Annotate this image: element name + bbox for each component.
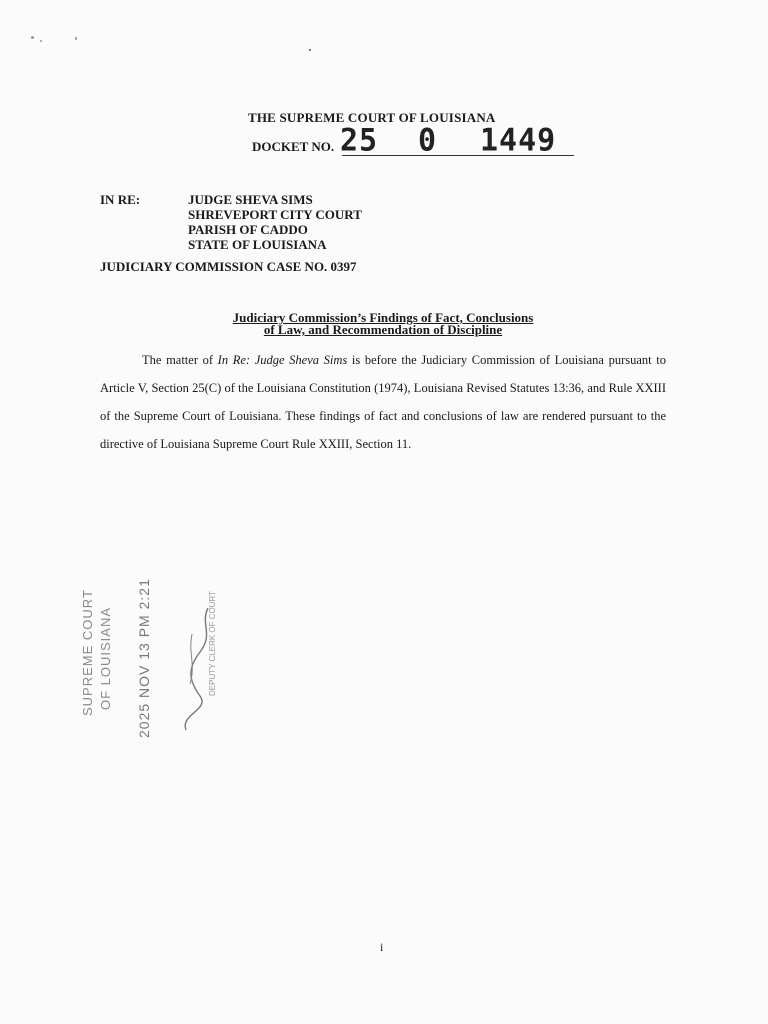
docket-number-type: 0 (418, 122, 438, 159)
court-title: THE SUPREME COURT OF LOUISIANA (248, 110, 496, 125)
paragraph-case-name: In Re: Judge Sheva Sims (217, 353, 348, 367)
docket-number-seq: 1449 (480, 122, 557, 159)
document-heading (150, 312, 616, 336)
paragraph-prefix: The matter of (142, 353, 218, 367)
heading-line-2: of Law, and Recommendation of Discipline (263, 322, 503, 337)
commission-case-number: JUDICIARY COMMISSION CASE NO. 0397 (100, 259, 357, 274)
in-re-line: SHREVEPORT CITY COURT (188, 207, 362, 222)
in-re-parties (188, 192, 362, 252)
docket-label: DOCKET NO. (252, 139, 335, 154)
stamp-court-name: SUPREME COURT (80, 589, 95, 716)
stamp-clerk-title: DEPUTY CLERK OF COURT (208, 590, 217, 696)
filing-stamp (70, 578, 240, 744)
in-re-line: PARISH OF CADDO (188, 222, 308, 237)
docket-number-year: 25 (340, 122, 379, 159)
scan-speck (31, 36, 34, 39)
paragraph-body: is before the Judiciary Commission of Louisiana pursuant to Article V, Section 25(C) of the Louisiana Constitution (1974), Louisiana Revised Statutes 13:36, and Rule XXIII of the Supreme Court of Louisiana. These findings of fact and conclusions of law are rendered pursuant to the directive of Louisiana Supreme Court Rule XXIII, Section 11. (100, 353, 666, 451)
scan-speck (309, 49, 311, 51)
scan-speck (75, 37, 77, 40)
heading-line-1: Judiciary Commission’s Findings of Fact, Conclusions (232, 310, 534, 325)
page-number: i (380, 940, 384, 954)
stamp-state: OF LOUISIANA (98, 606, 113, 710)
scan-speck (40, 40, 42, 42)
in-re-line: STATE OF LOUISIANA (188, 237, 327, 252)
stamp-datetime: 2025 NOV 13 PM 2:21 (136, 578, 152, 738)
in-re-label: IN RE: (100, 192, 141, 207)
in-re-line: JUDGE SHEVA SIMS (188, 192, 313, 207)
intro-paragraph (100, 346, 666, 458)
